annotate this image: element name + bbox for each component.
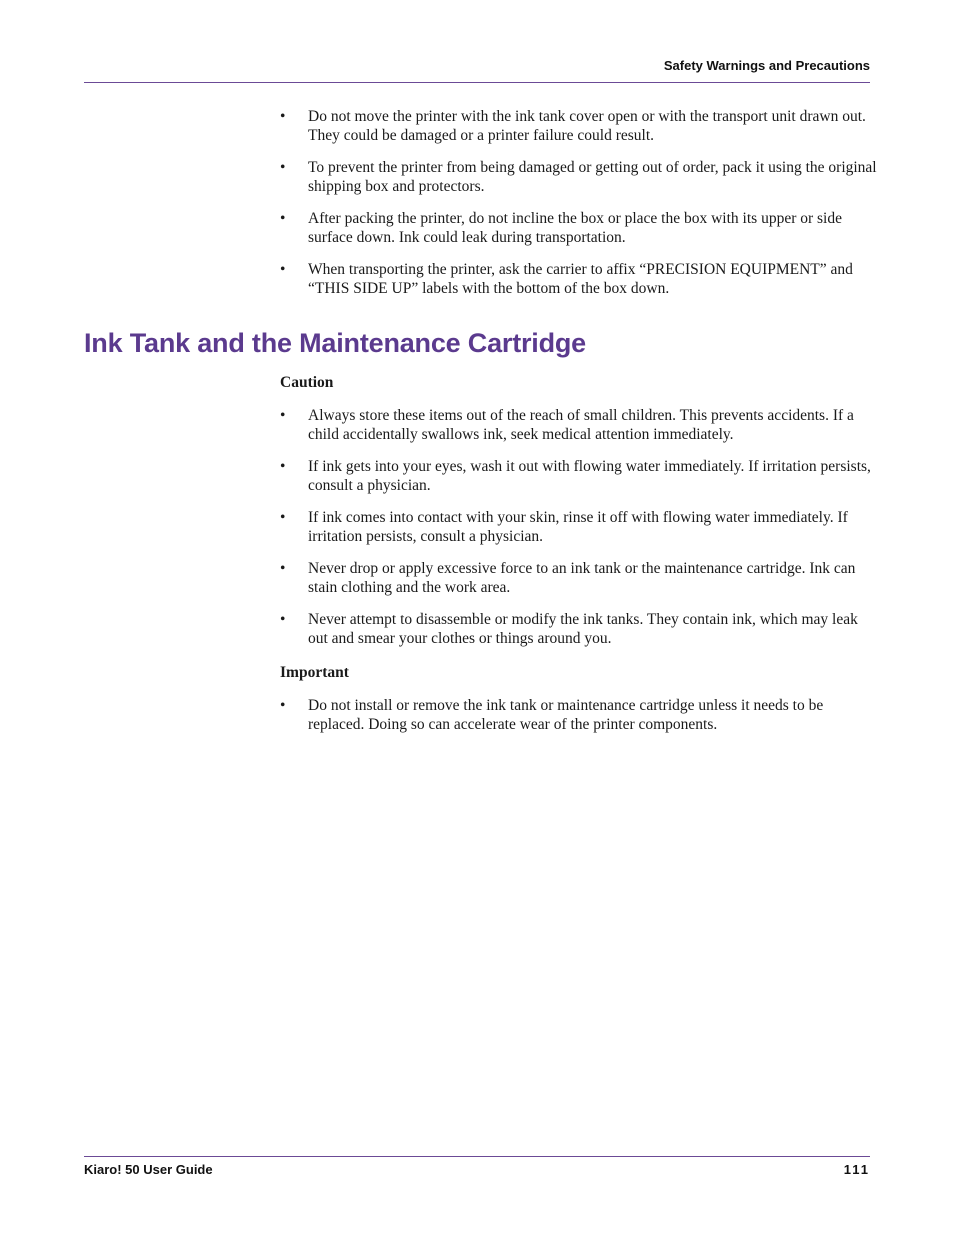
bullet-glyph: •: [280, 159, 286, 176]
bullet-glyph: •: [280, 261, 286, 278]
list-item-text: Never drop or apply excessive force to an ink tank or the maintenance cartridge. Ink can stain clothing and the work area.: [308, 560, 856, 596]
list-item: [280, 107, 880, 145]
list-item: [280, 209, 880, 247]
list-item-text: Never attempt to disassemble or modify the ink tanks. They contain ink, which may leak out and smear your clothes or things around you.: [308, 611, 858, 647]
list-item: [280, 158, 880, 196]
transport-bullet-list: [280, 107, 880, 311]
important-bullet-list: [280, 696, 880, 747]
list-item-text: If ink comes into contact with your skin, rinse it off with flowing water immediately. If irritation persists, consult a physician.: [308, 509, 848, 545]
bullet-glyph: •: [280, 697, 286, 714]
bullet-glyph: •: [280, 611, 286, 628]
important-label: Important: [280, 664, 349, 681]
footer-rule: [84, 1156, 870, 1157]
list-item: [280, 457, 880, 495]
list-item: [280, 696, 880, 734]
list-item-text: After packing the printer, do not incline the box or place the box with its upper or side surface down. Ink could leak during transportation.: [308, 210, 842, 246]
list-item-text: When transporting the printer, ask the carrier to affix “PRECISION EQUIPMENT” and “THIS SIDE UP” labels with the bottom of the box down.: [308, 261, 853, 297]
bullet-glyph: •: [280, 509, 286, 526]
header-rule: [84, 82, 870, 83]
list-item-text: Do not install or remove the ink tank or maintenance cartridge unless it needs to be replaced. Doing so can accelerate wear of the printer components.: [308, 697, 824, 733]
page-header-title: Safety Warnings and Precautions: [663, 58, 870, 73]
list-item-text: Do not move the printer with the ink tank cover open or with the transport unit drawn out. They could be damaged or a printer failure could result.: [308, 108, 866, 144]
bullet-glyph: •: [280, 560, 286, 577]
list-item-text: Always store these items out of the reach of small children. This prevents accidents. If a child accidentally swallows ink, seek medical attention immediately.: [308, 407, 854, 443]
list-item: [280, 610, 880, 648]
list-item: [280, 508, 880, 546]
bullet-glyph: •: [280, 458, 286, 475]
caution-bullet-list: [280, 406, 880, 661]
list-item-text: To prevent the printer from being damaged or getting out of order, pack it using the original shipping box and protectors.: [308, 159, 877, 195]
bullet-glyph: •: [280, 108, 286, 125]
bullet-glyph: •: [280, 407, 286, 424]
list-item: [280, 260, 880, 298]
bullet-glyph: •: [280, 210, 286, 227]
footer-guide-title: Kiaro! 50 User Guide: [84, 1162, 213, 1177]
page-number: 111: [843, 1162, 870, 1177]
section-heading: Ink Tank and the Maintenance Cartridge: [84, 328, 586, 358]
list-item: [280, 406, 880, 444]
caution-label: Caution: [280, 374, 334, 391]
list-item-text: If ink gets into your eyes, wash it out with flowing water immediately. If irritation persists, consult a physician.: [308, 458, 871, 494]
list-item: [280, 559, 880, 597]
